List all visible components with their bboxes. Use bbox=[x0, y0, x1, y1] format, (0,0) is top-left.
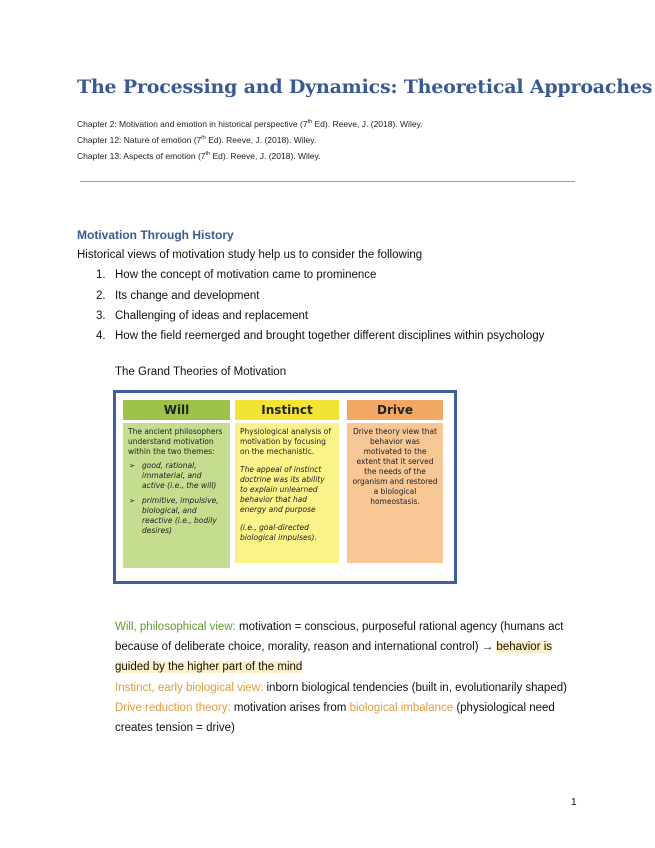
drive-column bbox=[347, 400, 443, 420]
divider bbox=[80, 181, 575, 182]
will-label: Will, philosophical view: bbox=[115, 621, 236, 633]
intro-paragraph: Historical views of motivation study help us to consider the following bbox=[77, 249, 423, 261]
page-number: 1 bbox=[571, 797, 577, 808]
will-note-line: guided by the higher part of the mind bbox=[115, 661, 303, 673]
will-header: Will bbox=[123, 400, 230, 420]
will-note-line: Will, philosophical view: motivation = conscious, purposeful rational agency (humans act bbox=[115, 621, 564, 633]
reference-line: Chapter 12: Nature of emotion (7th Ed). Reeve, J. (2018). Wiley. bbox=[77, 135, 317, 145]
instinct-label: Instinct, early biological view: bbox=[115, 682, 264, 694]
reference-line: Chapter 13: Aspects of emotion (7th Ed). Reeve, J. (2018). Wiley. bbox=[77, 151, 321, 161]
drive-note-line: creates tension = drive) bbox=[115, 722, 235, 734]
drive-note-line: Drive reduction theory: motivation arises from biological imbalance (physiological need bbox=[115, 702, 555, 714]
instinct-header: Instinct bbox=[235, 400, 339, 420]
list-item: 2. Its change and development bbox=[96, 290, 260, 302]
page-title: The Processing and Dynamics: Theoretical Approaches bbox=[77, 76, 653, 98]
reference-line: Chapter 2: Motivation and emotion in historical perspective (7th Ed). Reeve, J. (2018). Wiley. bbox=[77, 119, 423, 129]
list-item: 3. Challenging of ideas and replacement bbox=[96, 310, 309, 322]
drive-body: Drive theory view that behavior was motivated to the extent that it served the needs of the organism and restored a biological homeostasis. bbox=[347, 423, 443, 563]
figure-caption: The Grand Theories of Motivation bbox=[115, 366, 287, 378]
instinct-body: Physiological analysis of motivation by focusing on the mechanistic. The appeal of instinct doctrine was its ability to explain unlearned behavior that had energy and purpose (i.e., goal-directed biological impulses). bbox=[235, 423, 339, 563]
will-body: The ancient philosophers understand motivation within the two themes: ➢ good, rational, immaterial, and active (i.e., the will) ➢ primitive, impulsive, biological, and reactive (i.e., bodily desires) bbox=[123, 423, 230, 568]
will-bullet: ➢ primitive, impulsive, biological, and reactive (i.e., bodily desires) bbox=[142, 496, 225, 536]
section-heading: Motivation Through History bbox=[77, 228, 234, 242]
instinct-note-line: Instinct, early biological view: inborn biological tendencies (built in, evolutionarily shaped) bbox=[115, 682, 567, 694]
instinct-column bbox=[235, 400, 339, 420]
will-note-line: because of deliberate choice, morality, reason and international control) → behavior is bbox=[115, 641, 553, 653]
will-column bbox=[123, 400, 230, 420]
drive-header: Drive bbox=[347, 400, 443, 420]
list-item: 4. How the field reemerged and brought together different disciplines within psychology bbox=[96, 330, 545, 342]
will-bullet: ➢ good, rational, immaterial, and active (i.e., the will) bbox=[142, 461, 225, 491]
list-item: 1. How the concept of motivation came to prominence bbox=[96, 269, 377, 281]
drive-label: Drive reduction theory: bbox=[115, 702, 231, 714]
grand-theories-figure bbox=[113, 390, 457, 584]
